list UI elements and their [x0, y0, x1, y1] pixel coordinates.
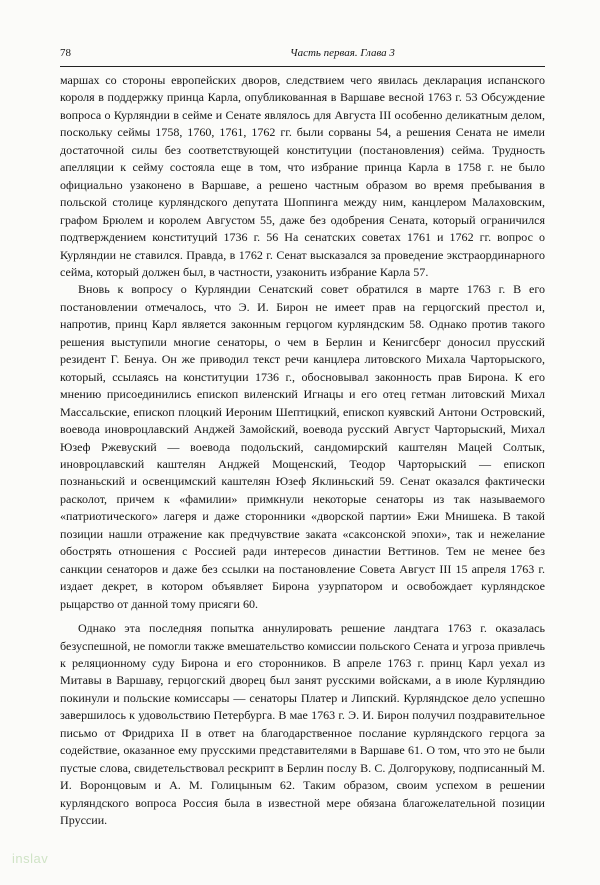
watermark-logo: inslav	[12, 851, 49, 866]
page-number: 78	[60, 47, 71, 59]
paragraph-1: маршах со стороны европейских дворов, следствием чего явилась декларация испанского короля в поддержку принца Карла, опубликованная в Варшаве весной 1763 г. 53 Обсуждение вопроса о Курляндии в сейме и Сенате являлось для Августа III особенно деликатным делом, поскольку сеймы 1758, 1760, 1761, 1762 гг. были сорваны 54, а решения Сената не имели достаточной силы без соответствующей конституции (постановления) сейма. Трудность апелляции к сейму состояла еще в том, что избрание принца Карла в 1758 г. не было официально узаконено в Варшаве, а решено частным образом во время пребывания в польской столице курляндского депутата Шоппинга между ним, канцлером Малаховским, графом Брюлем и королем Августом 55, даже без одобрения Сената, который ограничился подтверждением конституций 1736 г. 56 На сенатских советах 1761 и 1762 гг. вопрос о Курляндии не ставился. Правда, в 1762 г. Сенат высказался за проведение экстраординарного сейма, который должен был, в частности, узаконить избрание Карла 57.	[60, 73, 545, 279]
paragraph-gap	[60, 613, 545, 620]
running-title: Часть первая. Глава 3	[290, 47, 395, 59]
running-head	[60, 47, 545, 65]
paragraph-3: Однако эта последняя попытка аннулировать решение ландтага 1763 г. оказалась безуспешной, не помогли также вмешательство комиссии польского Сената и угроза привлечь к реляционному суду Бирона и его сторонников. В апреле 1763 г. принц Карл уехал из Митавы в Варшаву, герцогский дворец был занят русскими войсками, а в июле Курляндию покинули и польские комиссары — сенаторы Платер и Липский. Курляндское дело успешно завершилось к удовольствию Петербурга. В мае 1763 г. Э. И. Бирон получил поздравительное письмо от Фридриха II в ответ на благодарственное послание курляндского герцога за содействие, оказанное ему прусскими представителями в Варшаве 61. О том, что это не были пустые слова, свидетельствовал рескрипт в Берлин послу В. С. Долгорукову, подписанный М. И. Воронцовым и А. М. Голицыным 62. Таким образом, своим успехом в решении курляндского вопроса Россия была в известной мере обязана благожелательной позиции Пруссии.	[60, 621, 545, 828]
paragraph-2: Вновь к вопросу о Курляндии Сенатский совет обратился в марте 1763 г. В его постановлении отмечалось, что Э. И. Бирон не имеет прав на герцогский престол и, напротив, принц Карл является законным герцогом курляндским 58. Однако против такого решения выступили многие сенаторы, о чем в Берлин и Кенигсберг доносил прусский резидент Г. Бенуа. Он же приводил текст речи канцлера литовского Михала Чарторыского, который, ссылаясь на конституции 1736 г., обосновывал законность прав Бирона. К его мнению присоединились епископ виленский Игнацы и его отец гетман литовский Михал Массальские, епископ плоцкий Иероним Шептицкий, епископ куявский Антони Островский, воевода иновроцлавский Анджей Замойский, воевода русский Август Чарторыский, Михал Юзеф Ржевуский — воевода подольский, сандомирский каштелян Мацей Солтык, иновроцлавский каштелян Анджей Мощенский, Теодор Чарторыский — епископ познаньский и освенцимский каштелян Юзеф Яклиньский 59. Сенат оказался фактически расколот, причем к «фамилии» примкнули некоторые сенаторы из так называемого «патриотического» лагеря и даже сторонники «дворской партии» Ежи Мнишека. В такой позиции нашли отражение как предчувствие заката «саксонской эпохи», так и нежелание обострять отношения с Россией ради интересов династии Веттинов. Тем не менее без санкции сенаторов и даже без ссылки на постановление Совета Август III 15 апреля 1763 г. издает декрет, в котором объявляет Бирона узурпатором и освобождает курляндское рыцарство от данной тому присяги 60.	[60, 282, 545, 611]
body-text	[60, 72, 545, 829]
header-rule	[60, 66, 545, 67]
